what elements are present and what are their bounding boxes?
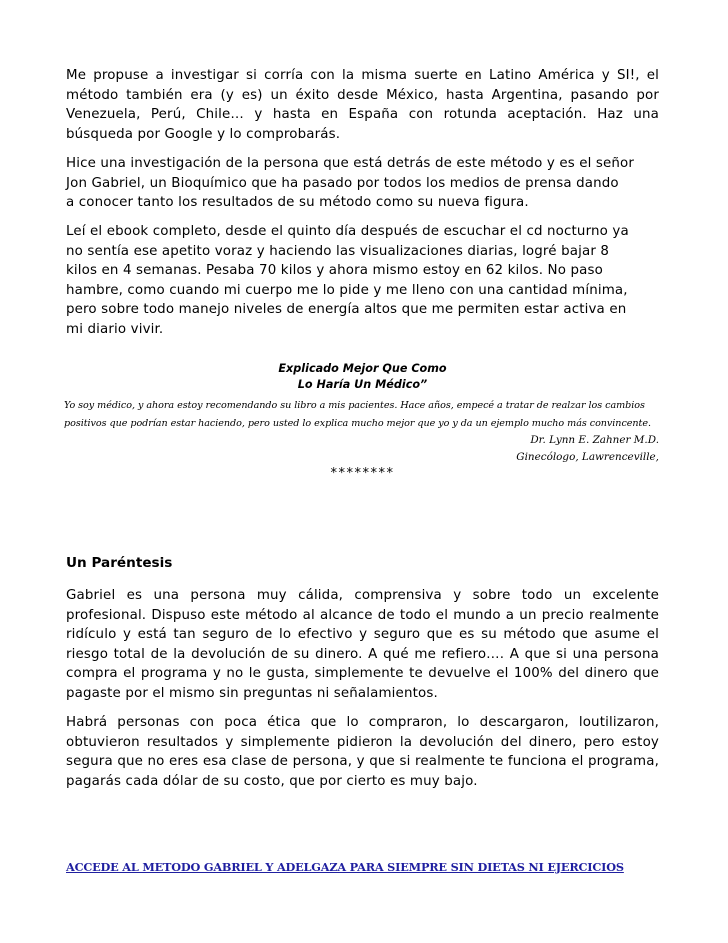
text-line: pero sobre todo manejo niveles de energía altos que me permiten estar activa en	[66, 302, 627, 318]
testimonial-title-line: Explicado Mejor Que Como	[278, 362, 447, 375]
testimonial-quote-line: positivos que podrían estar haciendo, pero usted lo explica mucho mejor que yo y da un ejemplo mucho más convincente.	[64, 418, 651, 429]
text-line: programa, pagarás cada dólar de su costo, que por cierto es muy bajo.	[66, 754, 659, 789]
cta-link[interactable]: ACCEDE AL METODO GABRIEL Y ADELGAZA PARA SIEMPRE SIN DIETAS NI EJERCICIOS	[66, 860, 624, 874]
text-line: realmente ridículo y está tan seguro de lo efectivo y seguro que es su método que	[66, 607, 659, 643]
paragraph-latinoamerica	[66, 66, 659, 144]
text-line: segura que no eres esa clase de persona, y que si realmente te funciona el	[66, 754, 584, 770]
text-line: Me propuse a investigar si corría con la misma suerte en Latino América y SI!, el	[66, 68, 659, 83]
paragraph-ebook	[66, 222, 659, 340]
text-line: no sentía ese apetito voraz y haciendo las visualizaciones diarias, logré bajar 8	[66, 243, 610, 259]
section-heading: Un Paréntesis	[66, 555, 173, 571]
text-line: Gabriel es una persona muy cálida, comprensiva y sobre todo un excelente	[66, 588, 659, 603]
paragraph-gabriel	[66, 586, 659, 704]
text-line: búsqueda por Google y lo comprobarás.	[66, 126, 341, 142]
text-line: profesional. Dispuso este método al alcance de todo el mundo a un precio	[66, 607, 584, 623]
testimonial-author: Dr. Lynn E. Zahner M.D.	[530, 434, 659, 446]
testimonial-title-line: Lo Haría Un Médico”	[297, 378, 428, 391]
testimonial-author-title: Ginecólogo, Lawrenceville,	[516, 451, 659, 463]
text-line: asume el riesgo total de la devolución de su dinero. A qué me refiero…. A que si	[66, 627, 659, 662]
text-line: Leí el ebook completo, desde el quinto día después de escuchar el cd nocturno ya	[66, 224, 629, 239]
text-line: del dinero que pagaste por el mismo sin preguntas ni señalamientos.	[66, 666, 659, 701]
text-line: Jon Gabriel, un Bioquímico que ha pasado por todos los medios de prensa dando	[66, 175, 619, 191]
text-line: mi diario vivir.	[66, 321, 164, 337]
testimonial-quote	[64, 397, 661, 433]
text-line: a conocer tanto los resultados de su método como su nueva figura.	[66, 195, 529, 211]
text-line: hambre, como cuando mi cuerpo me lo pide y me lleno con una cantidad mínima,	[66, 282, 628, 298]
separator-stars: ********	[330, 466, 395, 481]
text-line: Venezuela, Perú, Chile… y hasta en España con rotunda aceptación. Haz una	[66, 107, 659, 123]
text-line: obtuvieron resultados y simplemente pidieron la devolución del dinero, pero estoy	[66, 734, 659, 750]
paragraph-etica	[66, 713, 659, 791]
text-line: Habrá personas con poca ética que lo compraron, lo descargaron, loutilizaron,	[66, 715, 659, 730]
testimonial-quote-line: Yo soy médico, y ahora estoy recomendando su libro a mis pacientes. Hace años, empecé a tratar de realzar los cambios	[64, 400, 645, 411]
text-line: kilos en 4 semanas. Pesaba 70 kilos y ahora mismo estoy en 62 kilos. No paso	[66, 263, 603, 279]
text-line: método también era (y es) un éxito desde México, hasta Argentina, pasando por	[66, 87, 659, 103]
text-line: Hice una investigación de la persona que está detrás de este método y es el señor	[66, 156, 635, 171]
testimonial-title	[66, 361, 659, 393]
text-line: una persona compra el programa y no le gusta, simplemente te devuelve el 100%	[66, 646, 659, 682]
paragraph-investigacion	[66, 154, 659, 213]
testimonial-signature	[359, 432, 659, 466]
